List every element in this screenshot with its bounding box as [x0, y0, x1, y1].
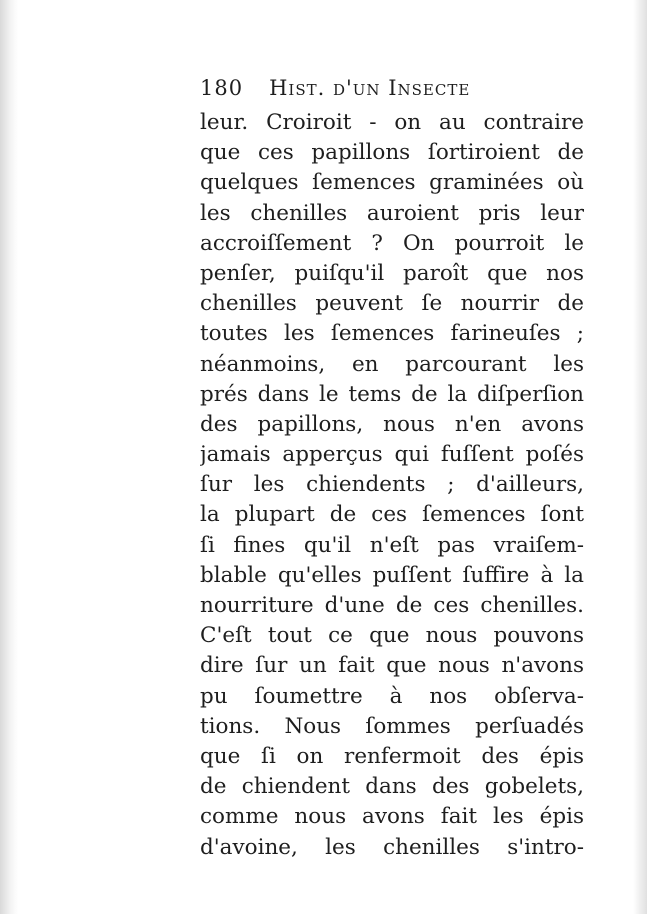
text-line: quelques ſemences graminées où [200, 170, 584, 196]
text-line: des papillons, nous n'en avons [200, 411, 584, 437]
text-line: pu ſoumettre à nos obſerva- [200, 683, 584, 709]
text-line: ſi fines qu'il n'eſt pas vraiſem- [200, 532, 584, 558]
page-number: 180 [200, 76, 244, 100]
text-line: que ces papillons ſortiroient de [200, 140, 584, 166]
text-line: néanmoins, en parcourant les [200, 351, 584, 377]
text-line: prés dans le tems de la diſperſion [200, 381, 584, 407]
text-line: nourriture d'une de ces chenilles. [200, 593, 584, 618]
text-line: les chenilles auroient pris leur [200, 200, 584, 226]
page-header [200, 76, 584, 108]
page-edge-right [633, 0, 647, 914]
text-line: que ſi on renfermoit des épis [200, 743, 584, 769]
text-line: ſur les chiendents ; d'ailleurs, [200, 472, 584, 498]
text-line: dire ſur un fait que nous n'avons [200, 653, 584, 679]
text-line: de chiendent dans des gobelets, [200, 774, 584, 800]
running-head: Hist. d'un Insecte [269, 76, 471, 100]
text-line: chenilles peuvent ſe nourrir de [200, 291, 584, 317]
text-line: leur. Croiroit - on au contraire [200, 110, 584, 135]
text-block [200, 76, 584, 863]
text-line: jamais apperçus qui fuſſent poſés [200, 442, 584, 468]
text-line: C'eſt tout ce que nous pouvons [200, 623, 584, 649]
text-line: d'avoine, les chenilles s'intro- [200, 834, 584, 860]
text-line: comme nous avons fait les épis [200, 804, 584, 830]
page-edge-left [0, 0, 18, 914]
text-line: blable qu'elles puſſent ſuffire à la [200, 562, 584, 588]
text-line: toutes les ſemences farineuſes ; [200, 321, 584, 347]
text-line: penſer, puiſqu'il paroît que nos [200, 260, 584, 286]
text-line: la plupart de ces ſemences ſont [200, 502, 584, 528]
text-line: accroiſſement ? On pourroit le [200, 230, 584, 256]
text-line: tions. Nous ſommes perſuadés [200, 713, 584, 739]
